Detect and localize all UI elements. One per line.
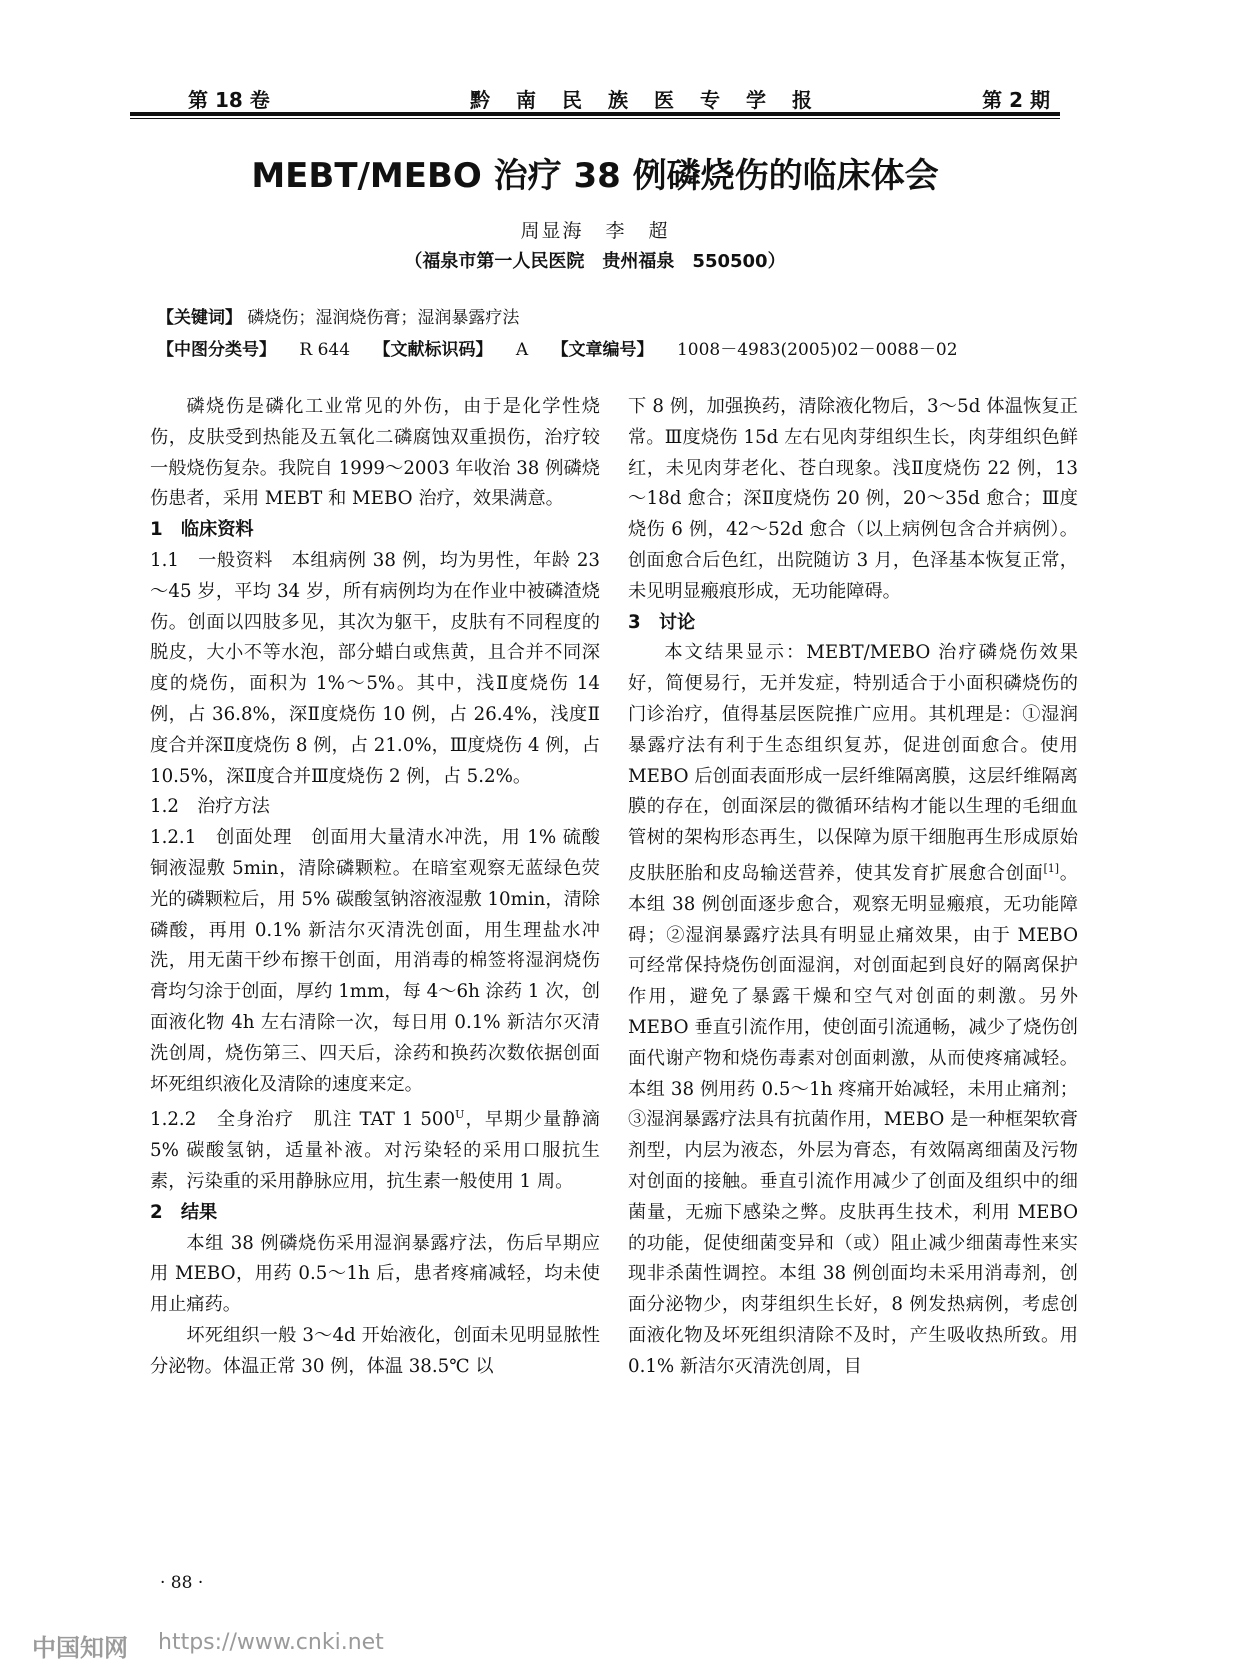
result-paragraph-2-start: 坏死组织一般 3～4d 开始液化，创面未见明显脓性分泌物。体温正常 30 例，体温 38.5℃ 以 <box>150 1324 600 1377</box>
section-1-1-paragraph: 1.1 一般资料 本组病例 38 例，均为男性，年龄 23～45 岁，平均 34 岁，所有病例均为在作业中被磷渣烧伤。创面以四肢多见，其次为躯干，皮肤有不同程度的脱皮，大小不等水泡，部分蜡白或焦黄，且合并不同深度的烧伤，面积为 1%～5%。其中，浅Ⅱ度烧伤 14 例，占 36.8%，深Ⅱ度烧伤 10 例，占 26.4%，浅度Ⅱ度合并深Ⅱ度烧伤 8 例，占 21.0%，Ⅲ度烧伤 4 例，占 10.5%，深Ⅱ度合并Ⅲ度烧伤 2 例，占 5.2%。 <box>150 549 600 787</box>
volume-label: 第 18 卷 <box>188 88 270 112</box>
articleno-tag: 【文章编号】 <box>551 340 654 360</box>
section-1-2-heading: 1.2 治疗方法 <box>150 796 270 818</box>
running-header <box>130 78 1060 114</box>
page-number: · 88 · <box>160 1573 204 1593</box>
section-1-2-2-text-b: ，早期少量静滴 5% 碳酸氢钠，适量补液。对污染轻的采用口服抗生素，污染重的采用静脉应用，抗生素一般使用 1 周。 <box>150 1109 600 1192</box>
articleno-value: 1008－4983(2005)02－0088－02 <box>676 340 958 360</box>
article-authors: 周显海 李 超 <box>520 220 670 242</box>
classification-line <box>157 335 976 360</box>
unit-superscript: U <box>455 1108 465 1122</box>
section-1-2-1-paragraph: 1.2.1 创面处理 创面用大量清水冲洗，用 1% 硫酸铜液湿敷 5min，清除磷颗粒。在暗室观察无蓝绿色荧光的磷颗粒后，用 5% 碳酸氢钠溶液湿敷 10min，清除磷酸，再用 0.1% 新洁尔灭清洗创面，用生理盐水冲洗，用无菌干纱布擦干创面，用消毒的棉签将湿润烧伤膏均匀涂于创面，厚约 1mm，每 4～6h 涂药 1 次，创面液化物 4h 左右清除一次，每日用 0.1% 新洁尔灭清洗创周，烧伤第三、四天后，涂药和换药次数依据创面坏死组织液化及清除的速度来定。 <box>150 827 600 1095</box>
citation-ref: [1] <box>1043 861 1060 875</box>
discussion-paragraph <box>628 638 1078 1382</box>
class-tag: 【中图分类号】 <box>157 340 276 360</box>
section-1-heading: 1 临床资料 <box>150 519 254 541</box>
right-column <box>628 392 1078 1383</box>
intro-paragraph: 磷烧伤是磷化工业常见的外伤，由于是化学性烧伤，皮肤受到热能及五氧化二磷腐蚀双重损伤，治疗较一般烧伤复杂。我院自 1999～2003 年收治 38 例磷烧伤患者，采用 MEBT 和 MEBO 治疗，效果满意。 <box>150 396 600 510</box>
header-rule-thin <box>130 118 1060 119</box>
keywords-line <box>157 303 519 328</box>
class-value: R 644 <box>299 340 351 360</box>
discussion-text-b: 。本组 38 例创面逐步愈合，观察无明显瘢痕，无功能障碍；②湿润暴露疗法具有明显止痛效果，由于 MEBO 可经常保持烧伤创面湿润，对创面起到良好的隔离保护作用，避免了暴露干燥和空气对创面的刺激。另外 MEBO 垂直引流作用，使创面引流通畅，减少了烧伤创面代谢产物和烧伤毒素对创面刺激，从而使疼痛减轻。本组 38 例用药 0.5～1h 疼痛开始减轻，未用止痛剂；③湿润暴露疗法具有抗菌作用，MEBO 是一种框架软膏剂型，内层为液态，外层为膏态，有效隔离细菌及污物对创面的接触。垂直引流作用减少了创面及组织中的细菌量，无痂下感染之弊。皮肤再生技术，利用 MEBO 的功能，促使细菌变异和（或）阻止减少细菌毒性来实现非杀菌性调控。本组 38 例创面均未采用消毒剂，创面分泌物少，肉芽组织生长好，8 例发热病例，考虑创面液化物及坏死组织清除不及时，产生吸收热所致。用 0.1% 新洁尔灭清洗创周，目 <box>628 863 1078 1377</box>
article-affiliation: （福泉市第一人民医院 贵州福泉 550500） <box>404 251 786 272</box>
cnki-watermark-logo: 中国知网 <box>32 1634 128 1662</box>
section-2-heading: 2 结果 <box>150 1201 218 1223</box>
left-column <box>150 392 600 1383</box>
section-1-2-2-text-a: 1.2.2 全身治疗 肌注 TAT 1 500 <box>150 1109 456 1131</box>
journal-name: 黔南民族医专学报 <box>470 88 838 112</box>
result-paragraph-2-continued: 下 8 例，加强换药，清除液化物后，3～5d 体温恢复正常。Ⅲ度烧伤 15d 左右见肉芽组织生长，肉芽组织色鲜红，未见肉芽老化、苍白现象。浅Ⅱ度烧伤 22 例，13～18d 愈合；深Ⅱ度烧伤 20 例，20～35d 愈合；Ⅲ度烧伤 6 例，42～52d 愈合（以上病例包含合并病例）。创面愈合后色红，出院随访 3 月，色泽基本恢复正常，未见明显瘢痕形成，无功能障碍。 <box>628 396 1078 602</box>
discussion-text-a: 本文结果显示：MEBT/MEBO 治疗磷烧伤效果好，简便易行，无并发症，特别适合于小面积磷烧伤的门诊治疗，值得基层医院推广应用。其机理是：①湿润暴露疗法有利于生态组织复苏，促进创面愈合。使用 MEBO 后创面表面形成一层纤维隔离膜，这层纤维隔离膜的存在，创面深层的微循环结构才能以生理的毛细血管树的架构形态再生，以保障为原干细胞再生形成原始皮肤胚胎和皮岛输送营养，使其发育扩展愈合创面 <box>628 642 1078 885</box>
result-paragraph-1: 本组 38 例磷烧伤采用湿润暴露疗法，伤后早期应用 MEBO，用药 0.5～1h 后，患者疼痛减轻，均未使用止痛药。 <box>150 1232 600 1316</box>
cnki-watermark-url: https://www.cnki.net <box>158 1630 384 1655</box>
keywords-tag: 【关键词】 <box>157 308 242 328</box>
doccode-tag: 【文献标识码】 <box>373 340 493 360</box>
section-3-heading: 3 讨论 <box>628 611 696 633</box>
issue-label: 第 2 期 <box>982 88 1050 112</box>
header-rule-thick <box>130 112 1060 116</box>
keywords-value: 磷烧伤；湿润烧伤膏；湿润暴露疗法 <box>247 308 520 328</box>
section-1-2-2-paragraph <box>150 1100 600 1197</box>
article-title: MEBT/MEBO 治疗 38 例磷烧伤的临床体会 <box>251 156 939 196</box>
doccode-value: A <box>515 340 529 360</box>
